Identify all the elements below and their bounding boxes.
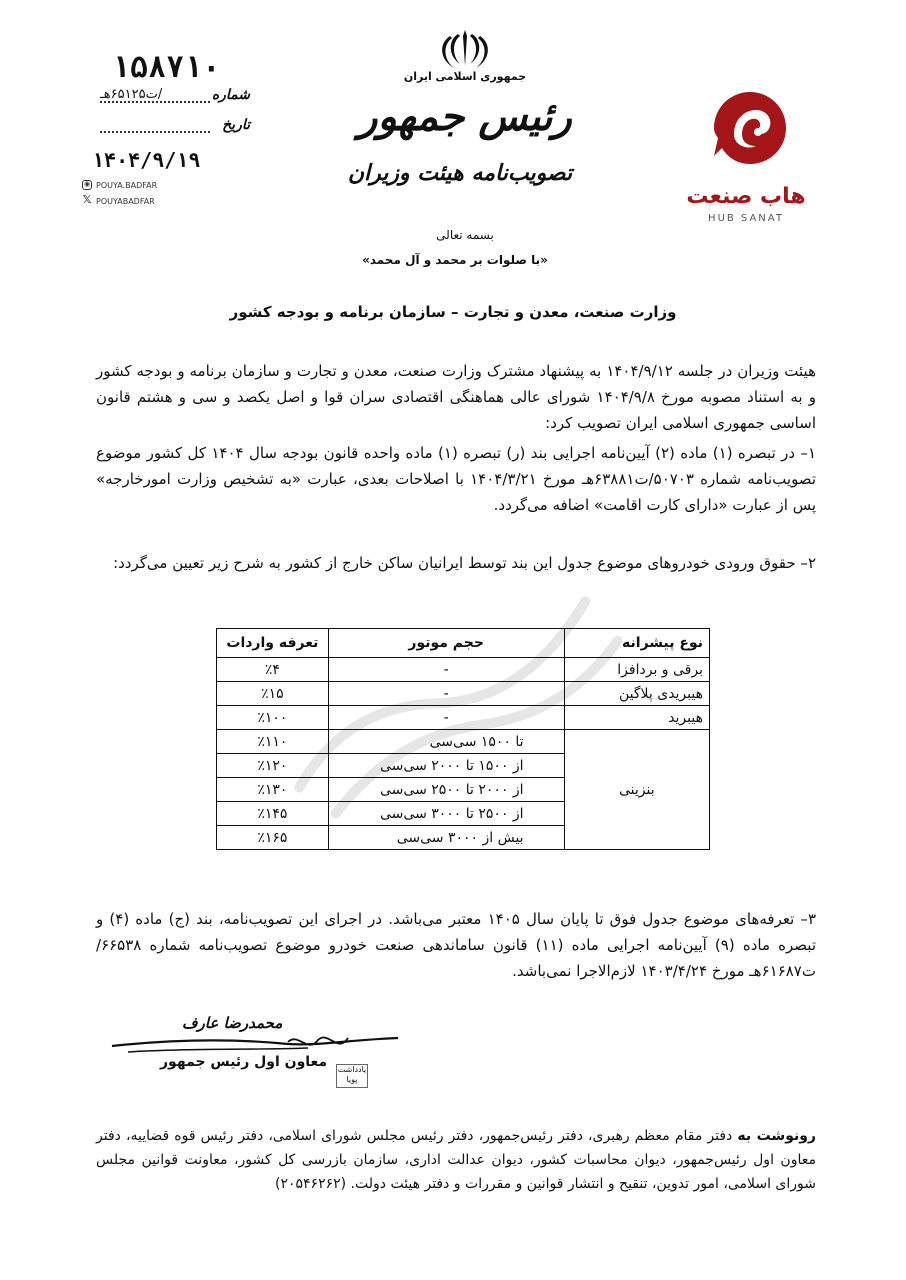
iran-emblem-icon: [436, 26, 494, 72]
instagram-handle: POUYA.BADFAR: [96, 180, 158, 190]
tariff-cell: ٪۱۵: [217, 682, 329, 706]
engine-type-cell: برقی و بردافزا: [564, 658, 709, 682]
table-header-row: [217, 629, 710, 658]
instagram-icon: ◉: [83, 180, 91, 188]
intro-paragraph: هیئت وزیران در جلسه ۱۴۰۴/۹/۱۲ به پیشنهاد مشترک وزارت صنعت، معدن و تجارت و سازمان برنامه و بودجه کشور و به استناد مصوبه مورخ ۱۴۰۴/۹/۸ شورای عالی هماهنگی اقتصادی سران قوا و اصل یکصد و سی و هشتم قانون اساسی جمهوری اسلامی ایران تصویب کرد:: [96, 362, 816, 432]
date-field: [100, 114, 250, 136]
table-row: [217, 682, 710, 706]
brand-name-en: HUB SANAT: [708, 213, 784, 224]
registration-number: ۱۵۸۷۱۰: [112, 50, 221, 85]
country-name: جمهوری اسلامی ایران: [403, 70, 527, 83]
item-1-paragraph: ۱– در تبصره (۱) ماده (۲) آیین‌نامه اجرایی بند (ر) تبصره (۱) ماده واحده قانون بودجه سال ۱۴۰۴ کل کشور موضوع تصویب‌نامه شماره ۵۰۷۰۳/ت۶۳۸۸۱هـ مورخ ۱۴۰۴/۳/۲۱ با اصلاحات بعدی، عبارت «به تشخیص وزارت امورخارجه» پس از عبارت «دارای کارت اقامت» اضافه می‌گردد.: [96, 444, 816, 514]
brand-name-fa: هاب صنعت: [686, 184, 806, 209]
tariff-cell: ٪۱۰۰: [217, 706, 329, 730]
recipients-text: دفتر مقام معظم رهبری، دفتر رئیس‌جمهور، دفتر رئیس مجلس شورای اسلامی، دفتر رئیس قوه قضاییه، دفتر معاون اول رئیس‌جمهور، دیوان محاسبات کشور، دیوان عدالت اداری، سازمان بازرسی کل کشور، معاونت قوانین مجلس شورای اسلامی، امور تدوین، تنقیح و انتشار قوانین و مقررات و دفتر هیئت دولت. (۲۰۵۴۶۲۶۲): [96, 1128, 816, 1192]
number-label: شماره: [211, 87, 250, 103]
invocation: بسمه تعالی: [436, 228, 494, 242]
tariff-cell: ٪۴: [217, 658, 329, 682]
table-row: [217, 658, 710, 682]
engine-volume-cell: -: [328, 658, 564, 682]
tariff-cell: ٪۱۴۵: [217, 802, 329, 826]
x-icon: 𝕏: [82, 193, 92, 206]
date-value: [100, 117, 210, 133]
engine-volume-cell: از ۲۰۰۰ تا ۲۵۰۰ سی‌سی: [328, 778, 564, 802]
date-label: تاریخ: [222, 117, 250, 133]
table-row: [217, 706, 710, 730]
signer-title: معاون اول رئیس جمهور: [160, 1054, 328, 1070]
engine-volume-cell: بیش از ۳۰۰۰ سی‌سی: [328, 826, 564, 850]
social-instagram[interactable]: [82, 180, 157, 190]
number-field: [100, 84, 250, 106]
cabinet-approval-title: تصویب‌نامه هیئت وزیران: [347, 160, 573, 186]
engine-volume-cell: -: [328, 682, 564, 706]
engine-volume-cell: تا ۱۵۰۰ سی‌سی: [328, 730, 564, 754]
social-x[interactable]: [82, 193, 155, 206]
handwritten-date: ۱۴۰۴/۹/۱۹: [92, 148, 201, 172]
signer-name: محمدرضا عارف: [182, 1014, 283, 1032]
tariff-cell: ٪۱۱۰: [217, 730, 329, 754]
header-engine-type: نوع پیشرانه: [564, 629, 709, 658]
tariff-cell: ٪۱۳۰: [217, 778, 329, 802]
tariff-table: [216, 628, 710, 850]
engine-volume-cell: -: [328, 706, 564, 730]
engine-type-cell: هیبرید: [564, 706, 709, 730]
engine-type-cell: هیبریدی پلاگین: [564, 682, 709, 706]
subject-line: وزارت صنعت، معدن و تجارت – سازمان برنامه و بودجه کشور: [229, 303, 677, 321]
engine-volume-cell: از ۲۵۰۰ تا ۳۰۰۰ سی‌سی: [328, 802, 564, 826]
x-handle: POUYABADFAR: [96, 196, 155, 206]
stamp: یادداشت پویا: [336, 1064, 368, 1088]
tariff-cell: ٪۱۲۰: [217, 754, 329, 778]
item-2-paragraph: ۲– حقوق ورودی خودروهای موضوع جدول این بند توسط ایرانیان ساکن خارج از کشور به شرح زیر تعیین می‌گردد:: [113, 554, 816, 572]
recipients-paragraph: [96, 1124, 816, 1196]
engine-type-gasoline-cell: بنزینی: [564, 730, 709, 850]
header-engine-volume: حجم موتور: [328, 629, 564, 658]
tariff-cell: ٪۱۶۵: [217, 826, 329, 850]
hub-sanat-logo-icon: [708, 86, 792, 170]
number-value: /ت۶۵۱۲۵هـ: [100, 87, 210, 103]
recipients-label: رونوشت به: [737, 1128, 816, 1144]
engine-volume-cell: از ۱۵۰۰ تا ۲۰۰۰ سی‌سی: [328, 754, 564, 778]
header-tariff: تعرفه واردات: [217, 629, 329, 658]
presidency-title: رئیس جمهور: [358, 93, 572, 140]
salawat: «با صلوات بر محمد و آل محمد»: [362, 253, 548, 267]
table-row: [217, 730, 710, 754]
item-3-paragraph: ۳– تعرفه‌های موضوع جدول فوق تا پایان سال ۱۴۰۵ معتبر می‌باشد. در اجرای این تصویب‌نامه، بند (ج) ماده (۴) و تبصره ماده (۹) آیین‌نامه اجرایی ماده (۱۱) قانون ساماندهی صنعت خودرو موضوع تصویب‌نامه شماره ۶۶۵۳۸/ت۶۱۶۸۷هـ مورخ ۱۴۰۳/۴/۲۴ لازم‌الاجرا نمی‌باشد.: [96, 910, 817, 980]
